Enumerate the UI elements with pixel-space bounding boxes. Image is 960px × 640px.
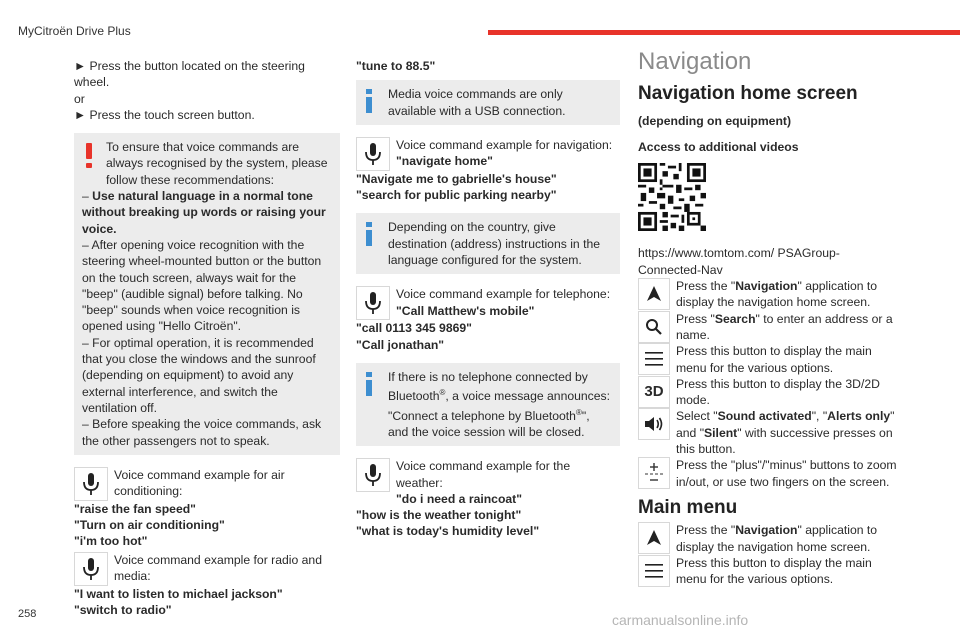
aircon-label: Voice command example for air conditioning: [114, 467, 285, 499]
microphone-icon [356, 137, 390, 171]
aircon-voice-example [74, 467, 340, 501]
radio-label: Voice command example for radio and media: [114, 552, 322, 584]
aircon-cmd-1: "raise the fan speed" [74, 501, 196, 516]
zoom-plus-minus-icon [638, 457, 670, 489]
radio-cmd-2: "switch to radio" [74, 603, 172, 618]
microphone-icon [74, 552, 108, 586]
info-icon [366, 372, 372, 396]
weather-cmd-2: "how is the weather tonight" [356, 508, 522, 523]
header-accent-bar [488, 30, 960, 35]
aircon-cmd-3: "i'm too hot" [74, 534, 148, 549]
weather-cmd-1: "do i need a raincoat" [396, 491, 523, 506]
phone-cmd-2: "call 0113 345 9869" [356, 321, 472, 336]
microphone-icon [74, 467, 108, 501]
zoom-item: Press the "plus"/"minus" buttons to zoom in/out, or use two fingers on the screen. [638, 457, 900, 490]
info-bluetooth-text: If there is no telephone connected by Bluetooth®, a voice message announces: "Connect a telephone by Bluetooth®", and the voice session will be closed. [388, 369, 611, 439]
microphone-icon [356, 286, 390, 320]
watermark: carmanualsonline.info [612, 612, 749, 628]
menu-nav-home-item: Press the "Navigation" application to display the navigation home screen. [638, 522, 900, 555]
warning-icon [84, 143, 94, 169]
warning-box [74, 133, 340, 455]
phone-cmd-1: "Call Matthew's mobile" [396, 303, 535, 318]
qr-code-icon [638, 163, 706, 231]
info-icon [366, 89, 372, 113]
phone-cmd-3: "Call jonathan" [356, 337, 445, 352]
header-title: MyCitroën Drive Plus [18, 24, 131, 38]
column-2 [356, 58, 620, 540]
nav-cmd-2: "Navigate me to gabrielle's house" [356, 171, 557, 186]
info-box-usb [356, 80, 620, 125]
depending-on-equipment: (depending on equipment) [638, 113, 792, 128]
sound-item: Select "Sound activated", "Alerts only" and "Silent" with successive presses on this button. [638, 408, 900, 457]
nav-home-item: Press the "Navigation" application to display the navigation home screen. [638, 278, 900, 311]
warning-item-1: – Use natural language in a normal tone without breaking up words or raising your voice. [82, 189, 326, 236]
menu-icon [638, 555, 670, 587]
info-usb-text: Media voice commands are only available with a USB connection. [388, 87, 566, 118]
search-item: Press "Search" to enter an address or a name. [638, 311, 900, 344]
weather-label: Voice command example for the weather: [396, 459, 571, 490]
nav-cmd-1: "navigate home" [396, 154, 493, 169]
info-country-text: Depending on the country, give destination (address) instructions in the language configured for the system. [388, 220, 601, 268]
warning-item-3: – For optimal operation, it is recommended that you close the windows and the sunroof (depending on equipment) to avoid any external interference, and switch the ventilation off. [82, 335, 316, 415]
aircon-cmd-2: "Turn on air conditioning" [74, 518, 225, 533]
warning-item-4: – Before speaking the voice commands, ask the other passengers not to speak. [82, 417, 322, 448]
nav-cmd-3: "search for public parking nearby" [356, 188, 557, 203]
warning-item-2: – After opening voice recognition with the steering wheel-mounted button or the button on the touch screen, always wait for the "beep" (audible signal) before talking. No "beep" sounds when voice recognition is opened using "Hello Citroën". [82, 237, 322, 334]
radio-voice-example [74, 552, 340, 586]
info-box-bluetooth [356, 363, 620, 446]
radio-cmd-1: "I want to listen to michael jackson" [74, 586, 283, 601]
3d-icon: 3D [638, 376, 670, 408]
additional-videos: Access to additional videos [638, 139, 799, 154]
section-title-navigation: Navigation [638, 48, 752, 75]
navigation-arrow-icon [638, 278, 670, 310]
radio-cmd-3: "tune to 88.5" [356, 59, 436, 73]
video-url[interactable]: https://www.tomtom.com/ PSAGroup-Connected-Nav [638, 246, 840, 277]
phone-voice-example [356, 286, 620, 320]
instruction-steering: ► Press the button located on the steering wheel. [74, 59, 305, 90]
column-3 [638, 48, 900, 587]
microphone-icon [356, 458, 390, 492]
speaker-icon [638, 408, 670, 440]
3d-2d-item: 3D Press this button to display the 3D/2D mode. [638, 376, 900, 409]
info-icon [366, 222, 372, 246]
heading-navigation-home: Navigation home screen [638, 83, 858, 105]
nav-voice-example [356, 137, 620, 171]
phone-label: Voice command example for telephone: [396, 287, 611, 302]
weather-voice-example [356, 458, 620, 507]
main-menu-item: Press this button to display the main menu for the various options. [638, 343, 900, 376]
page-number: 258 [18, 608, 37, 620]
heading-main-menu: Main menu [638, 496, 738, 518]
menu-main-menu-item: Press this button to display the main menu for the various options. [638, 555, 900, 588]
info-box-country [356, 213, 620, 274]
navigation-arrow-icon [638, 522, 670, 554]
warning-intro: To ensure that voice commands are always recognised by the system, please follow these recommendations: [106, 140, 328, 187]
weather-cmd-3: "what is today's humidity level" [356, 524, 540, 539]
nav-label: Voice command example for navigation: [396, 137, 613, 152]
search-icon [638, 311, 670, 343]
instruction-or: or [74, 91, 85, 106]
column-1 [74, 58, 340, 618]
instruction-touchscreen: ► Press the touch screen button. [74, 107, 255, 122]
menu-icon [638, 343, 670, 375]
